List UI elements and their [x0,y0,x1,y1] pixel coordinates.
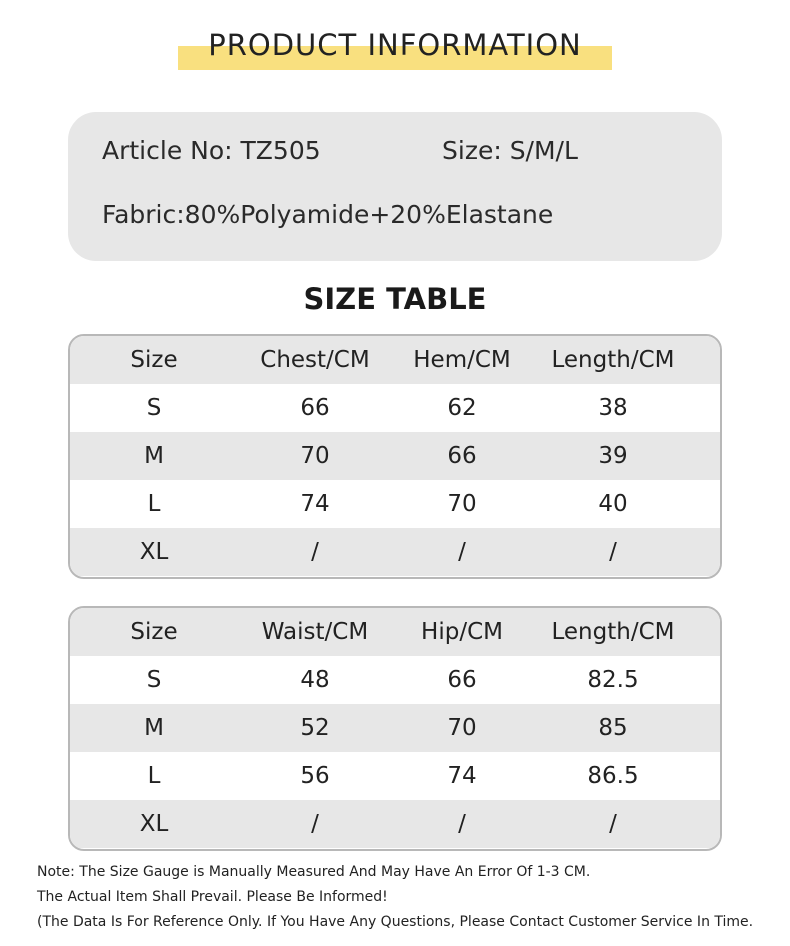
product-info-box [68,112,722,261]
table-cell: 70 [447,715,477,741]
table-cell: / [458,811,466,837]
table-cell: 66 [447,443,477,469]
table-cell: / [609,539,617,565]
table-cell: / [311,811,319,837]
header-cell: Chest/CM [260,347,370,373]
table-cell: 86.5 [587,763,639,789]
table-cell: 62 [447,395,477,421]
table-cell: 38 [598,395,628,421]
measurement-notes [37,860,777,935]
article-number: Article No: TZ505 [102,136,321,165]
table-cell: L [147,491,161,517]
page-title: PRODUCT INFORMATION [208,28,582,62]
size-table-title: SIZE TABLE [303,282,487,316]
table-cell: 52 [300,715,330,741]
table-cell: 48 [300,667,330,693]
header-cell: Hem/CM [413,347,511,373]
table-row [70,384,720,432]
note-line: (The Data Is For Reference Only. If You Have Any Questions, Please Contact Customer Service In Time. [37,914,754,930]
header-cell: Hip/CM [421,619,503,645]
table-cell: 74 [447,763,477,789]
bottom-size-table [68,606,722,851]
table-cell: 74 [300,491,330,517]
table-row [70,480,720,528]
header-cell: Size [130,619,178,645]
table-cell: / [609,811,617,837]
table-cell: 82.5 [587,667,639,693]
table-row [70,800,720,848]
table-cell: S [146,667,162,693]
table-cell: 66 [447,667,477,693]
note-line: The Actual Item Shall Prevail. Please Be Informed! [37,889,388,905]
table-cell: 70 [300,443,330,469]
table-row [70,432,720,480]
table-row [70,752,720,800]
table-cell: 85 [598,715,628,741]
table-cell: S [146,395,162,421]
table-cell: 40 [598,491,628,517]
table-cell: 56 [300,763,330,789]
note-line: Note: The Size Gauge is Manually Measured And May Have An Error Of 1-3 CM. [37,864,591,880]
table-cell: M [144,443,164,469]
fabric-composition: Fabric:80%Polyamide+20%Elastane [102,200,554,229]
table-cell: 39 [598,443,628,469]
header-cell: Length/CM [551,619,675,645]
table-cell: XL [139,539,169,565]
product-info-header [0,26,790,76]
top-size-table [68,334,722,579]
header-cell: Waist/CM [261,619,369,645]
table-cell: XL [139,811,169,837]
table-cell: / [311,539,319,565]
table-row [70,528,720,576]
table-cell: 66 [300,395,330,421]
table-header-row [70,336,720,384]
table-row [70,704,720,752]
table-header-row [70,608,720,656]
table-cell: / [458,539,466,565]
available-sizes: Size: S/M/L [442,136,578,165]
table-cell: L [147,763,161,789]
header-cell: Size [130,347,178,373]
header-cell: Length/CM [551,347,675,373]
table-cell: M [144,715,164,741]
table-row [70,656,720,704]
table-cell: 70 [447,491,477,517]
